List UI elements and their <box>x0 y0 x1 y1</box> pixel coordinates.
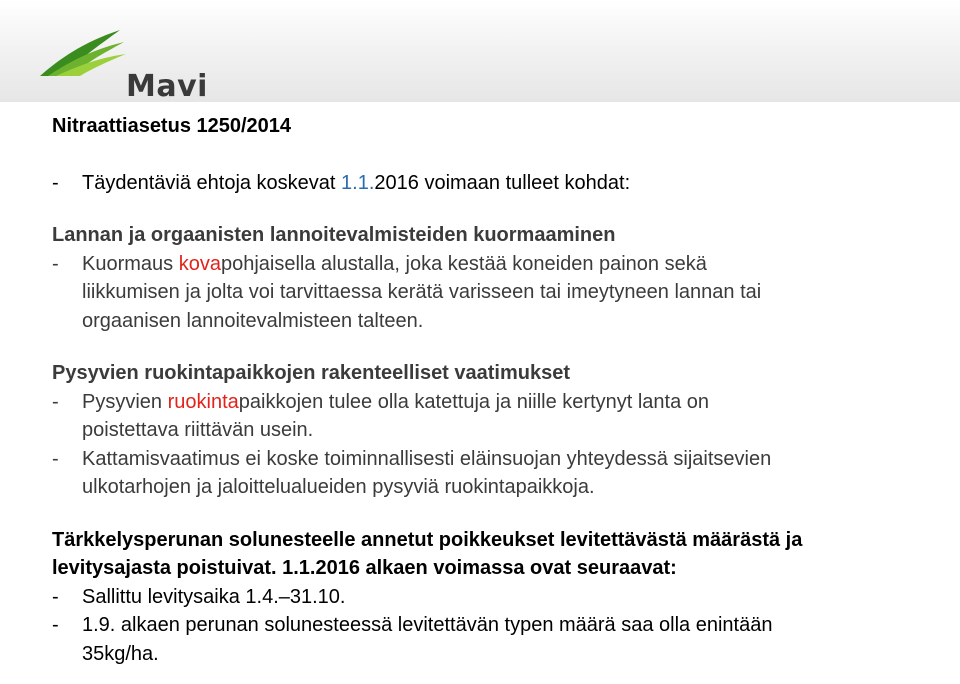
bullet-dash: - <box>52 390 59 413</box>
list-item-continuation: poistettava riittävän usein. <box>82 419 314 441</box>
item-text: Kattamisvaatimus ei koske toiminnallisesti eläinsuojan yhteydessä sijaitsevien <box>82 447 772 470</box>
list-item-continuation: orgaanisen lannoitevalmisteen talteen. <box>82 309 424 332</box>
mavi-logo <box>38 30 208 104</box>
list-item-continuation: liikkumisen ja jolta voi tarvittaessa kerätä varisseen tai imeytyneen lannan tai <box>82 281 762 303</box>
bullet-dash: - <box>52 585 59 608</box>
list-item <box>52 611 932 640</box>
bullet-dash: - <box>52 252 59 275</box>
page-title: Nitraattiasetus 1250/2014 <box>52 115 292 137</box>
item-text: 1.9. alkaen perunan solunesteessä levitettävän typen määrä saa olla enintään <box>82 614 773 636</box>
intro-highlight: 1.1. <box>341 171 375 194</box>
section-heading-feeding: Pysyvien ruokintapaikkojen rakenteelliset vaatimukset <box>52 362 571 384</box>
intro-text-2: 2016 voimaan tulleet kohdat: <box>374 171 631 194</box>
leaf-logo-icon <box>38 30 128 82</box>
section-heading-potato: Tärkkelysperunan solunesteelle annetut poikkeukset levitettävästä määrästä ja <box>52 528 803 551</box>
item-text: Pysyvien <box>82 390 168 413</box>
intro-text-1: Täydentäviä ehtoja koskevat <box>82 171 342 194</box>
section-heading-potato-cont: levitysajasta poistuivat. 1.1.2016 alkaen voimassa ovat seuraavat: <box>52 557 677 579</box>
bullet-dash: - <box>52 171 59 194</box>
item-text: pohjaisella alustalla, joka kestää koneiden painon sekä <box>220 252 707 275</box>
section-heading-loading: Lannan ja orgaanisten lannoitevalmisteiden kuormaaminen <box>52 224 616 246</box>
slide-content <box>52 112 932 668</box>
item-text: Sallittu levitysaika 1.4.–31.10. <box>82 585 346 608</box>
list-item <box>52 250 932 279</box>
item-text: paikkojen tulee olla katettuja ja niille kertynyt lanta on <box>238 390 710 413</box>
list-item-continuation: 35kg/ha. <box>82 642 159 665</box>
highlight-text: ruokinta <box>167 390 239 413</box>
bullet-dash: - <box>52 447 59 470</box>
list-item <box>52 583 932 612</box>
list-item-continuation: ulkotarhojen ja jaloittelualueiden pysyviä ruokintapaikkoja. <box>82 476 595 498</box>
logo-text: Mavi <box>126 69 208 104</box>
item-text: Kuormaus <box>82 252 179 275</box>
list-item <box>52 388 932 417</box>
highlight-text: kova <box>178 252 221 275</box>
bullet-dash: - <box>52 614 59 636</box>
intro-line <box>52 169 932 198</box>
list-item <box>52 445 932 474</box>
